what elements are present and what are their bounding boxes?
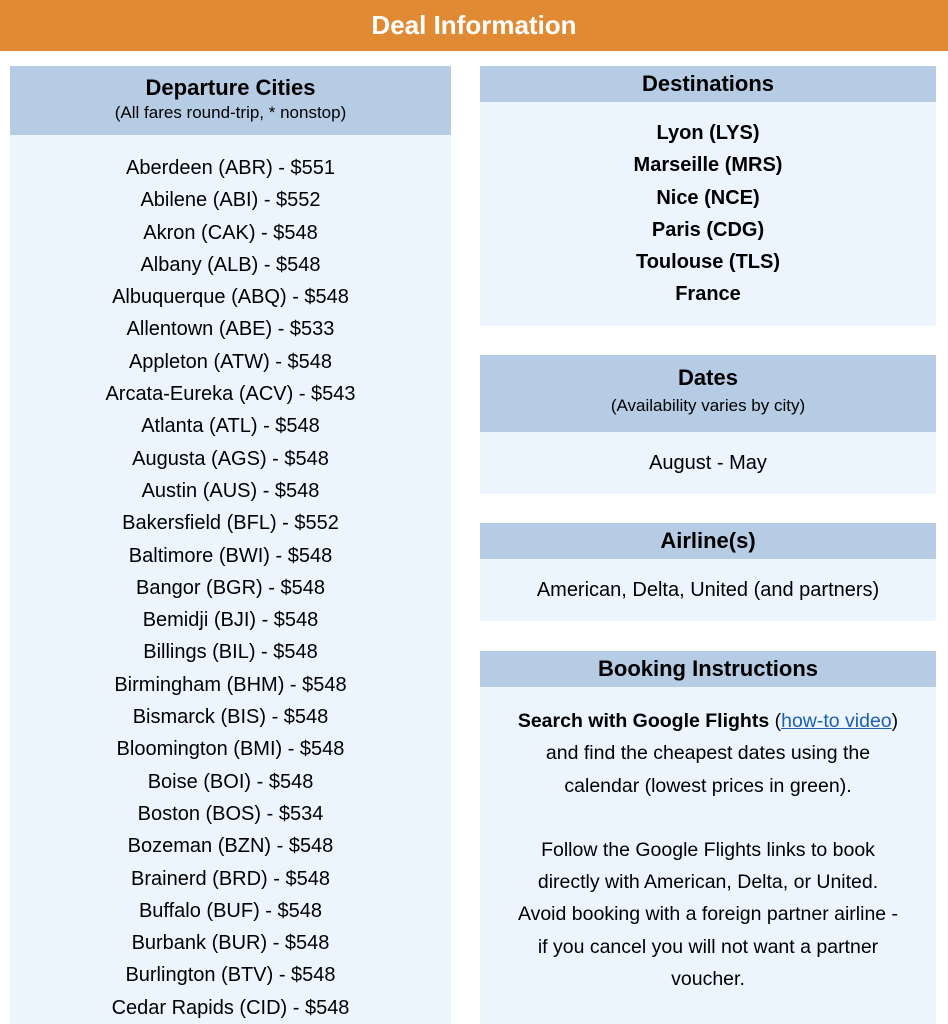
city-item: Augusta (AGS) - $548 [132,447,329,470]
city-item: Bozeman (BZN) - $548 [127,835,334,858]
destinations-header [480,66,936,102]
city-item: Albuquerque (ABQ) - $548 [112,286,349,309]
departure-cities-title: Departure Cities [145,75,316,100]
destination-item: Toulouse (TLS) [635,251,781,274]
city-item: Austin (AUS) - $548 [141,479,320,502]
city-item: Bismarck (BIS) - $548 [132,706,329,729]
destination-item: France [675,283,741,306]
city-item: Aberdeen (ABR) - $551 [125,157,335,179]
departure-cities-panel [10,66,451,1024]
city-item: Atlanta (ATL) - $548 [141,415,320,438]
destinations-title: Destinations [641,71,775,96]
departure-cities-subtitle: (All fares round-trip, * nonstop) [114,103,347,122]
city-item: Buffalo (BUF) - $548 [138,899,323,922]
city-item: Boston (BOS) - $534 [137,802,324,825]
destination-item: Paris (CDG) [651,218,765,241]
search-google-flights-text: Search with Google Flights [517,710,770,732]
departure-cities-list [10,135,451,1024]
dates-value: August - May [480,432,936,494]
city-item: Bloomington (BMI) - $548 [116,738,345,761]
city-item: Billings (BIL) - $548 [143,641,318,664]
airlines-panel [480,523,936,621]
city-item: Allentown (ABE) - $533 [126,318,335,341]
destination-item: Nice (NCE) [656,186,760,209]
paren-open-text: ( [769,710,782,732]
city-item: Bangor (BGR) - $548 [136,576,325,599]
booking-instructions-title: Booking Instructions [598,656,818,681]
booking-instructions-panel [480,651,936,1024]
booking-paragraph-follow: Follow the Google Flights links to book directly with American, Delta, or United. Avoid booking with a foreign partner airline - if you cancel you will not want a partner voucher. [517,838,899,991]
destinations-panel [480,66,936,326]
city-item: Birmingham (BHM) - $548 [114,673,347,696]
dates-panel [480,355,936,494]
airlines-value: American, Delta, United (and partners) [480,559,936,621]
city-item: Appleton (ATW) - $548 [128,350,333,373]
header-title: Deal Information [371,10,577,40]
booking-instructions-body [480,687,936,1024]
city-item: Burlington (BTV) - $548 [125,964,336,987]
city-item: Burbank (BUR) - $548 [131,932,330,955]
city-item: Bemidji (BJI) - $548 [142,609,319,632]
airlines-header [480,523,936,559]
destination-item: Marseille (MRS) [633,154,783,177]
dates-subtitle: (Availability varies by city) [610,396,806,415]
city-item: Abilene (ABI) - $552 [140,189,321,212]
city-item: Boise (BOI) - $548 [147,770,314,793]
dates-title: Dates [678,365,738,390]
city-item: Albany (ALB) - $548 [140,253,321,276]
city-item: Bakersfield (BFL) - $552 [122,512,339,535]
dates-header [480,355,936,432]
search-instructions-text: ) and find the cheapest dates using the calendar (lowest prices in green). [545,710,899,797]
destinations-list [480,102,936,326]
destination-item: Lyon (LYS) [656,122,760,144]
airlines-title: Airline(s) [660,528,756,553]
city-item: Arcata-Eureka (ACV) - $543 [105,383,356,406]
city-item: Cedar Rapids (CID) - $548 [111,996,350,1019]
booking-instructions-header [480,651,936,687]
city-item: Brainerd (BRD) - $548 [131,867,330,890]
how-to-video-link[interactable]: how-to video [781,710,892,732]
departure-cities-header [10,66,451,135]
booking-paragraph-search [516,705,900,802]
city-item: Baltimore (BWI) - $548 [128,544,333,567]
city-item: Akron (CAK) - $548 [143,221,318,244]
deal-information-header [0,0,948,51]
